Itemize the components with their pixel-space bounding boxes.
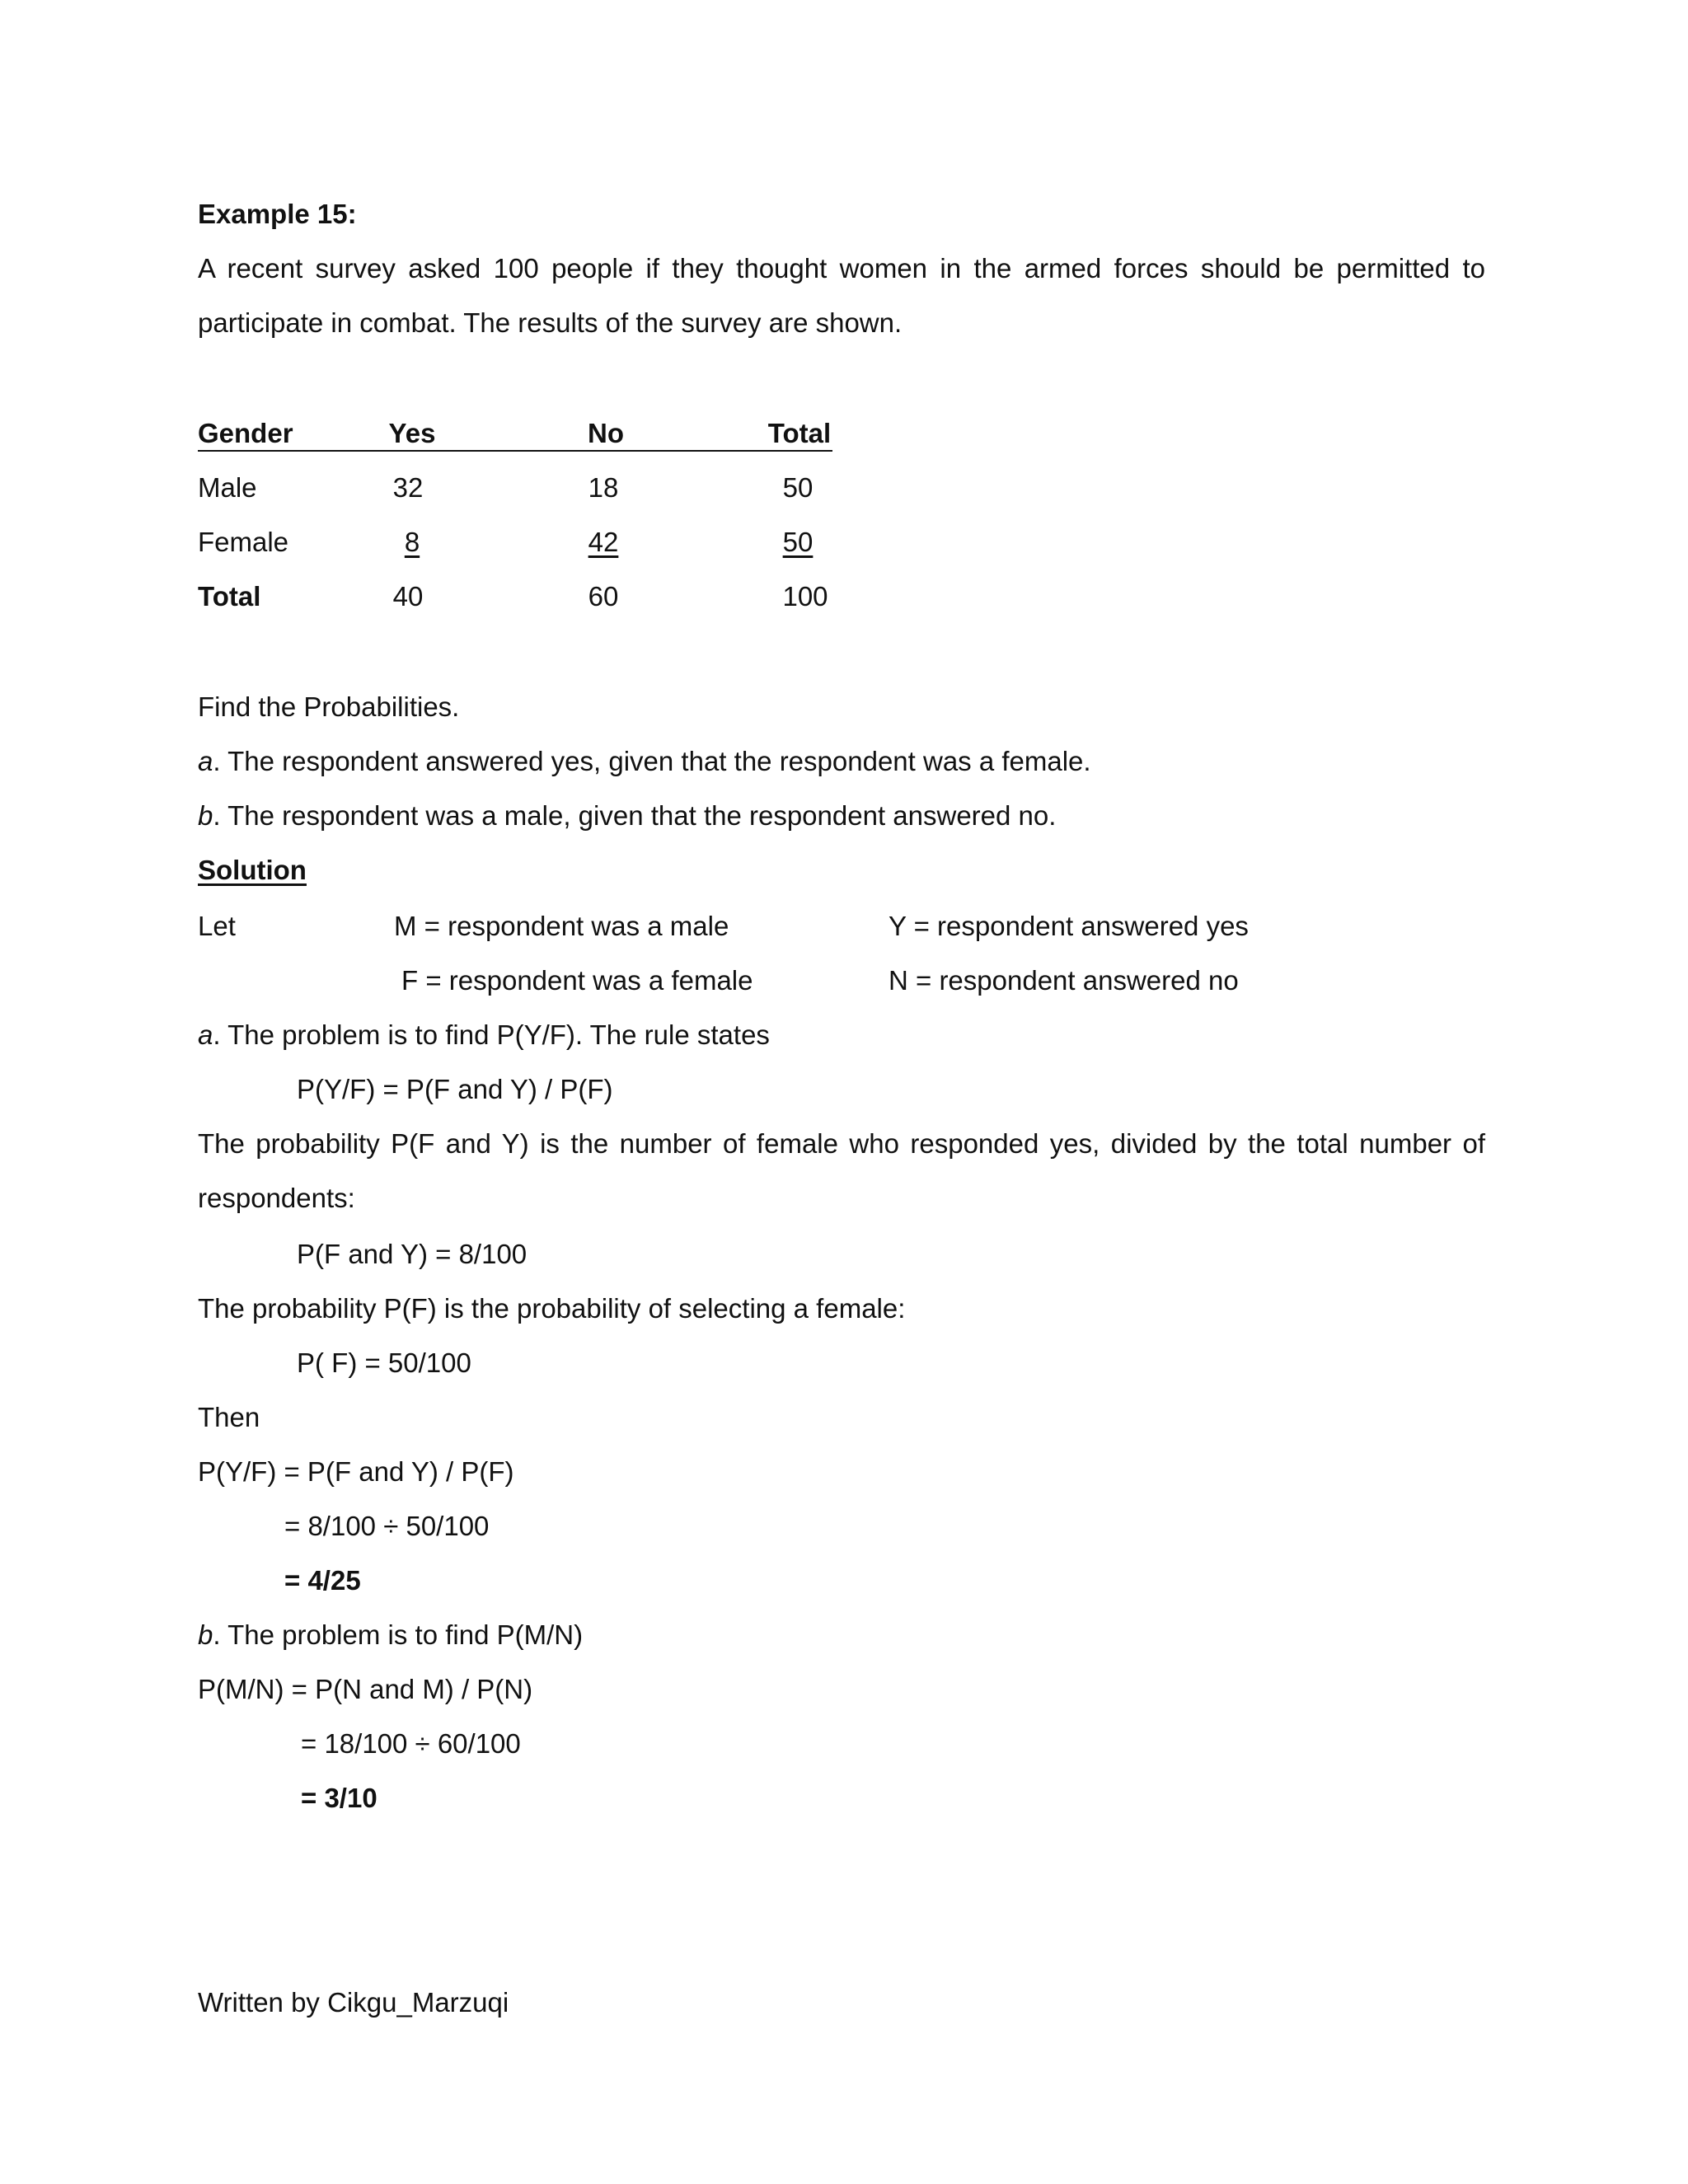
intro-line-1: A recent survey asked 100 people if they thought women in the armed forces should be permitted to [198, 253, 1485, 284]
question-b [198, 799, 1056, 832]
find-probabilities: Find the Probabilities. [198, 691, 460, 722]
question-b-text: . The respondent was a male, given that the respondent answered no. [213, 800, 1057, 831]
calc-a-line-2: = 8/100 ÷ 50/100 [284, 1511, 490, 1541]
table-row-female-no: 42 [588, 527, 619, 557]
calc-a-answer: = 4/25 [284, 1565, 361, 1596]
example-title: Example 15: [198, 199, 357, 229]
part-a-intro [198, 1019, 770, 1052]
table-row-female-label: Female [198, 527, 289, 557]
intro-line-2: participate in combat. The results of the survey are shown. [198, 307, 903, 338]
table-header-yes: Yes [388, 418, 436, 448]
table-header-gender: Gender [198, 418, 293, 448]
part-b-text: . The problem is to find P(M/N) [213, 1619, 584, 1650]
table-row-male-no: 18 [588, 472, 619, 503]
table-row-male-yes: 32 [392, 472, 424, 503]
question-a-text: . The respondent answered yes, given that the respondent was a female. [213, 746, 1091, 776]
part-b-intro [198, 1619, 583, 1652]
definition-m: M = respondent was a male [394, 911, 729, 941]
question-a [198, 745, 1091, 778]
question-a-letter: a [198, 746, 213, 776]
explanation-2: The probability P(F) is the probability of selecting a female: [198, 1293, 906, 1324]
calc-a-line-1: P(Y/F) = P(F and Y) / P(F) [198, 1456, 514, 1487]
part-a-letter: a [198, 1019, 213, 1050]
calc-b-line-1: P(M/N) = P(N and M) / P(N) [198, 1674, 533, 1704]
solution-heading: Solution [198, 855, 307, 885]
table-row-total-yes: 40 [392, 581, 424, 612]
definition-y: Y = respondent answered yes [889, 911, 1249, 941]
table-row-total-total: 100 [782, 581, 828, 612]
explanation-1-line-2: respondents: [198, 1183, 355, 1213]
explanation-1-line-1: The probability P(F and Y) is the number of female who responded yes, divided by the total number of [198, 1128, 1485, 1159]
part-a-text: . The problem is to find P(Y/F). The rule states [213, 1019, 770, 1050]
table-header-total: Total [767, 418, 832, 448]
definition-n: N = respondent answered no [889, 965, 1239, 996]
footer-author: Written by Cikgu_Marzuqi [198, 1987, 509, 2018]
let-label: Let [198, 911, 236, 941]
table-row-total-no: 60 [588, 581, 619, 612]
part-b-letter: b [198, 1619, 213, 1650]
question-b-letter: b [198, 800, 213, 831]
then-label: Then [198, 1402, 260, 1432]
table-row-male-total: 50 [782, 472, 814, 503]
table-row-total-label: Total [198, 581, 261, 612]
calc-b-line-2: = 18/100 ÷ 60/100 [301, 1728, 521, 1759]
calc-b-answer: = 3/10 [301, 1783, 377, 1813]
definition-f: F = respondent was a female [401, 965, 753, 996]
p-f: P( F) = 50/100 [297, 1347, 471, 1378]
p-f-and-y: P(F and Y) = 8/100 [297, 1239, 528, 1269]
table-header-no: No [588, 418, 624, 448]
table-row-female-yes: 8 [404, 527, 420, 557]
table-row-male-label: Male [198, 472, 257, 503]
rule-formula: P(Y/F) = P(F and Y) / P(F) [297, 1074, 613, 1104]
table-row-female-total: 50 [782, 527, 814, 557]
table-header-rule [198, 450, 832, 452]
